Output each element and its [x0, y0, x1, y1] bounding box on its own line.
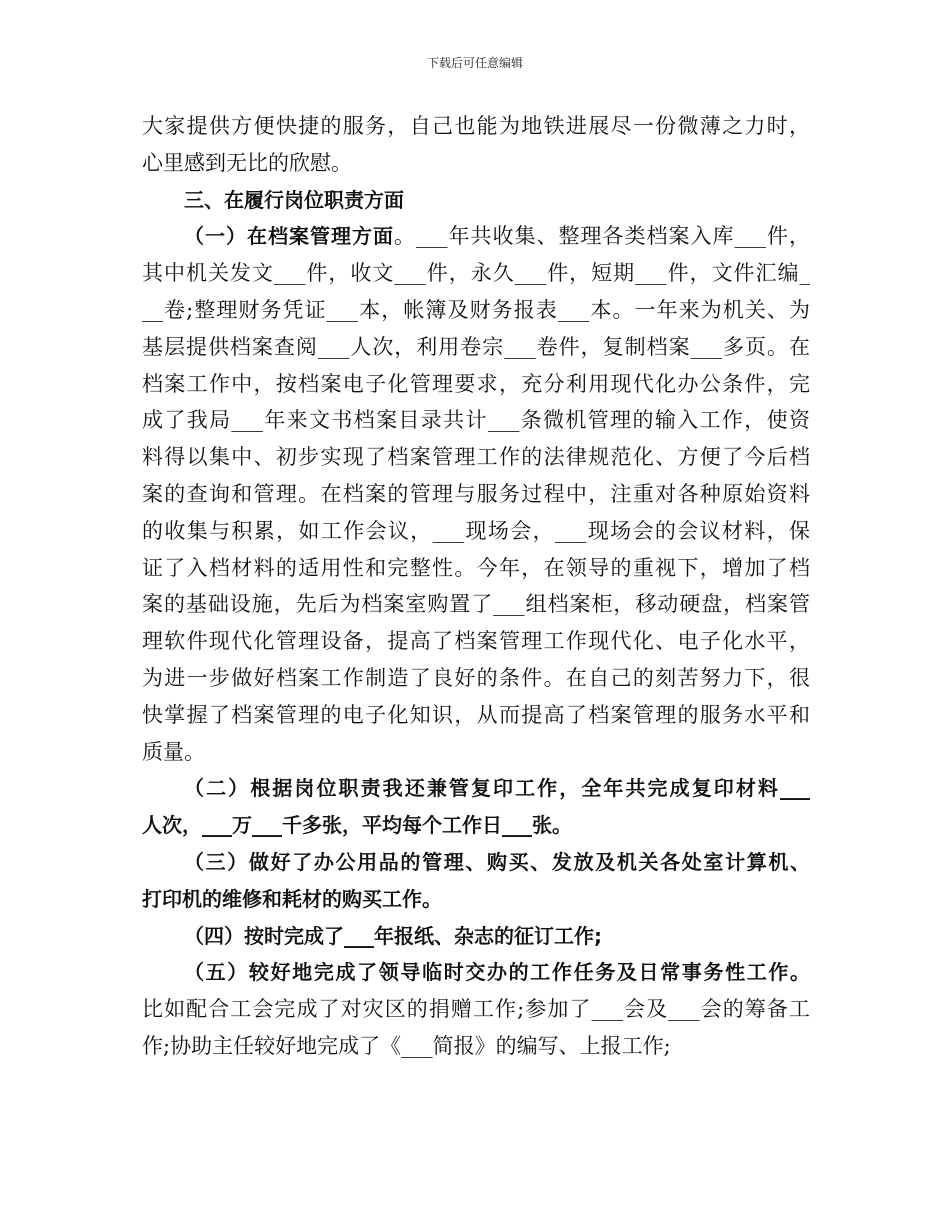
paragraph-line: 档案工作中，按档案电子化管理要求，充分利用现代化办公条件，完 — [142, 371, 810, 396]
paragraph-line: 案的查询和管理。在档案的管理与服务过程中，注重对各种原始资料 — [142, 481, 810, 506]
paragraph-line: __卷;整理财务凭证___本，帐簿及财务报表___本。一年来为机关、为 — [142, 297, 810, 322]
paragraph-line-bold: （三）做好了办公用品的管理、购买、发放及机关各处室计算机、 — [184, 849, 810, 874]
paragraph-line: 理软件现代化管理设备，提高了档案管理工作现代化、电子化水平， — [142, 629, 810, 654]
paragraph-line: 其中机关发文___件，收文___件，永久___件，短期___件，文件汇编_ — [142, 261, 810, 286]
paragraph-line: 快掌握了档案管理的电子化知识，从而提高了档案管理的服务水平和 — [142, 702, 810, 727]
document-body — [142, 108, 810, 1065]
paragraph-line — [142, 218, 810, 255]
paragraph-text: 。___年共收集、整理各类档案入库___件， — [394, 224, 810, 249]
paragraph-line: 比如配合工会完成了对灾区的捐赠工作;参加了___会及___会的筹备工 — [142, 997, 810, 1022]
paragraph-line-bold: 人次，___万___千多张，平均每个工作日___张。 — [142, 813, 572, 838]
paragraph-line: 基层提供档案查阅___人次，利用卷宗___卷件，复制档案___多页。在 — [142, 334, 810, 359]
section-heading: 三、在履行岗位职责方面 — [184, 187, 404, 212]
paragraph-line: 心里感到无比的欣慰。 — [142, 150, 352, 175]
paragraph-line: 作;协助主任较好地完成了《___简报》的编写、上报工作; — [142, 1033, 671, 1058]
paragraph-line-bold: （四）按时完成了___年报纸、杂志的征订工作; — [184, 923, 602, 948]
paragraph-line: 的收集与积累，如工作会议，___现场会，___现场会的会议材料，保 — [142, 518, 810, 543]
page-header: 下载后可任意编辑 — [426, 56, 523, 70]
paragraph-line-bold: （二）根据岗位职责我还兼管复印工作，全年共完成复印材料___ — [184, 776, 810, 801]
paragraph-line: 质量。 — [142, 739, 205, 764]
paragraph-line: 大家提供方便快捷的服务，自己也能为地铁进展尽一份微薄之力时， — [142, 114, 810, 138]
paragraph-line-bold: 打印机的维修和耗材的购买工作。 — [142, 886, 442, 911]
paragraph-line: 证了入档材料的适用性和完整性。今年，在领导的重视下，增加了档 — [142, 555, 810, 580]
paragraph-line: 为进一步做好档案工作制造了良好的条件。在自己的刻苦努力下，很 — [142, 665, 810, 690]
paragraph-line: 料得以集中、初步实现了档案管理工作的法律规范化、方便了今后档 — [142, 445, 810, 470]
subsection-heading: （一）在档案管理方面 — [184, 224, 394, 249]
paragraph-line-bold: （五）较好地完成了领导临时交办的工作任务及日常事务性工作。 — [184, 960, 810, 985]
paragraph-line: 案的基础设施，先后为档案室购置了___组档案柜，移动硬盘，档案管 — [142, 592, 810, 617]
paragraph-line: 成了我局___年来文书档案目录共计___条微机管理的输入工作，使资 — [142, 408, 810, 433]
